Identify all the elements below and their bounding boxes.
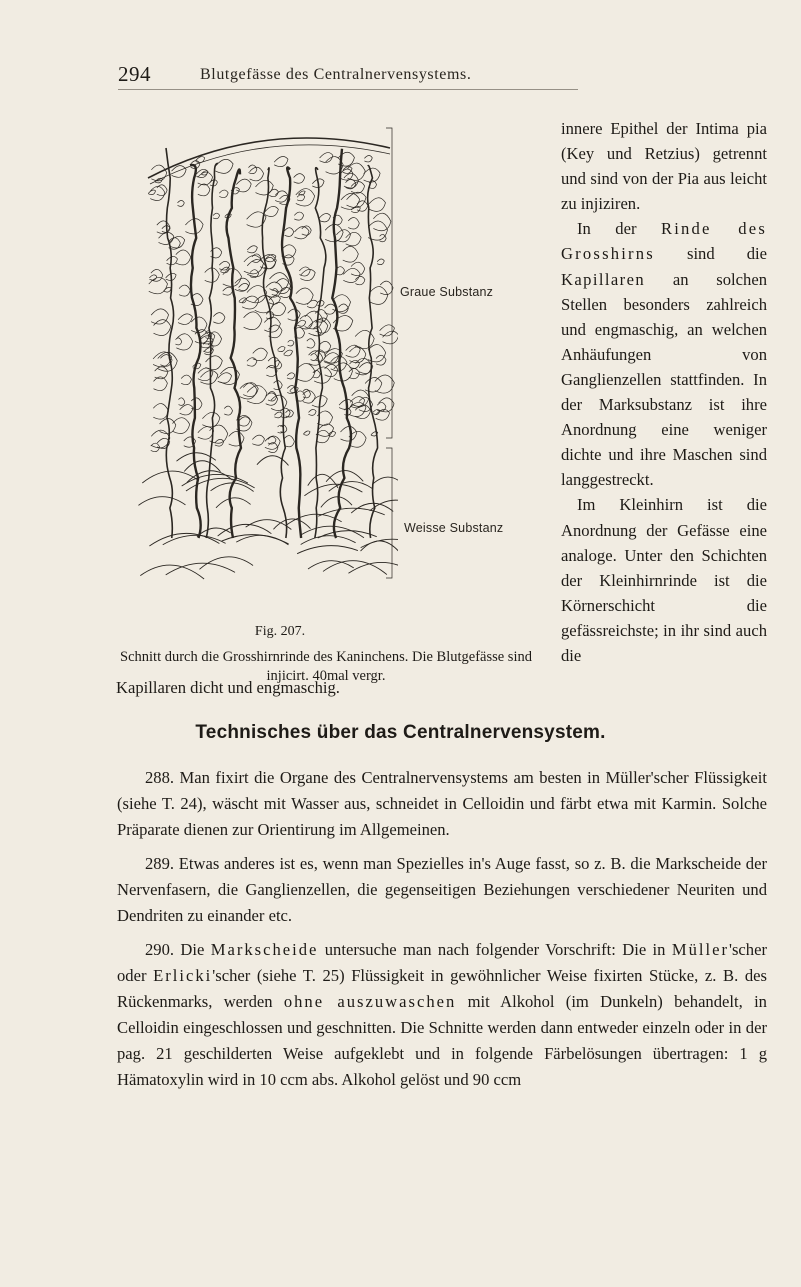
label-weisse-substanz: Weisse Substanz — [404, 521, 504, 535]
paragraph-kleinhirn: Im Kleinhirn ist die Anordnung der Gefässe eine analoge. Unter den Schichten der Kleinhirnrinde ist die Körnerschicht die gefässreichste; in ihr sind auch die — [561, 495, 767, 665]
page-number: 294 — [118, 62, 151, 86]
spaced-term: Markscheide — [210, 940, 319, 959]
vessel-engraving — [128, 108, 398, 608]
paragraph-intima: innere Epithel der Intima pia (Key und Retzius) getrennt und sind von der Pia aus leicht zu injiziren. — [561, 119, 767, 214]
continuation-line: Kapillaren dicht und engmaschig. — [116, 678, 340, 697]
spaced-term: Rinde des Grosshirns — [561, 219, 767, 264]
paragraph-288: 288. Man fixirt die Organe des Centralnervensystems am besten in Müller'scher Flüssigkeit (siehe T. 24), wäscht mit Wasser aus, schneidet in Celloidin und färbt etwa mit Karmin. Solche Präparate dienen zur Orientirung im Allgemeinen. — [117, 768, 767, 839]
text-span: untersuche man nach folgender Vorschrift: Die in — [318, 940, 672, 959]
label-graue-substanz: Graue Substanz — [400, 285, 494, 299]
text-span: 290. Die — [145, 940, 211, 959]
technical-section-body — [117, 765, 767, 1101]
paragraph-290 — [117, 937, 767, 1093]
text-span: 'scher (siehe T. 25) Flüssigkeit in gewöhnlicher Weise fixirten Stücke, z. B. des Rückenmarks, werden — [117, 966, 767, 1011]
section-heading: Technisches über das Centralnervensystem. — [195, 722, 606, 743]
paragraph-grosshirn — [561, 216, 767, 492]
header-rule — [118, 89, 578, 90]
paragraph-289: 289. Etwas anderes ist es, wenn man Spezielles in's Auge fasst, so z. B. die Markscheide der Nervenfasern, die Ganglienzellen, die gegenseitigen Beziehungen verschiedener Neuriten und Dendriten zu einander etc. — [117, 854, 767, 925]
author-name: Erlicki — [153, 966, 213, 985]
author-name: Müller — [671, 940, 729, 959]
figure-number: Fig. 207. — [254, 624, 306, 639]
text-span: sind die — [654, 244, 767, 264]
spaced-term: Kapillaren — [561, 269, 646, 289]
text-span: In der — [577, 219, 661, 239]
text-span: an solchen Stellen besonders zahlreich und engmaschig, an welchen Anhäufungen von Ganglienzellen stattfinden. In der Marksubstanz ist ihre Anordnung eine weniger dichte und ihre Maschen sind langgestreckt. — [561, 269, 767, 490]
spaced-term: ohne auszuwaschen — [283, 992, 457, 1011]
running-head: Blutgefässe des Centralnervensystems. — [200, 66, 472, 83]
figure-207-illustration — [128, 108, 398, 608]
right-text-column — [561, 116, 767, 668]
figure-caption: Schnitt durch die Grosshirnrinde des Kaninchens. Die Blutgefässe sind injicirt. 40mal vergr. — [120, 649, 532, 684]
text-span: mit Alkohol (im Dunkeln) behandelt, in Celloidin eingeschlossen und geschnitten. Die Schnitte werden dann entweder einzeln oder in der pag. 21 geschilderten Weise aufgeklebt und in folgende Färbelösungen übertragen: 1 g Hämatoxylin wird in 10 ccm abs. Alkohol gelöst und 90 ccm — [117, 992, 767, 1089]
text-span: 'scher oder — [117, 940, 767, 985]
